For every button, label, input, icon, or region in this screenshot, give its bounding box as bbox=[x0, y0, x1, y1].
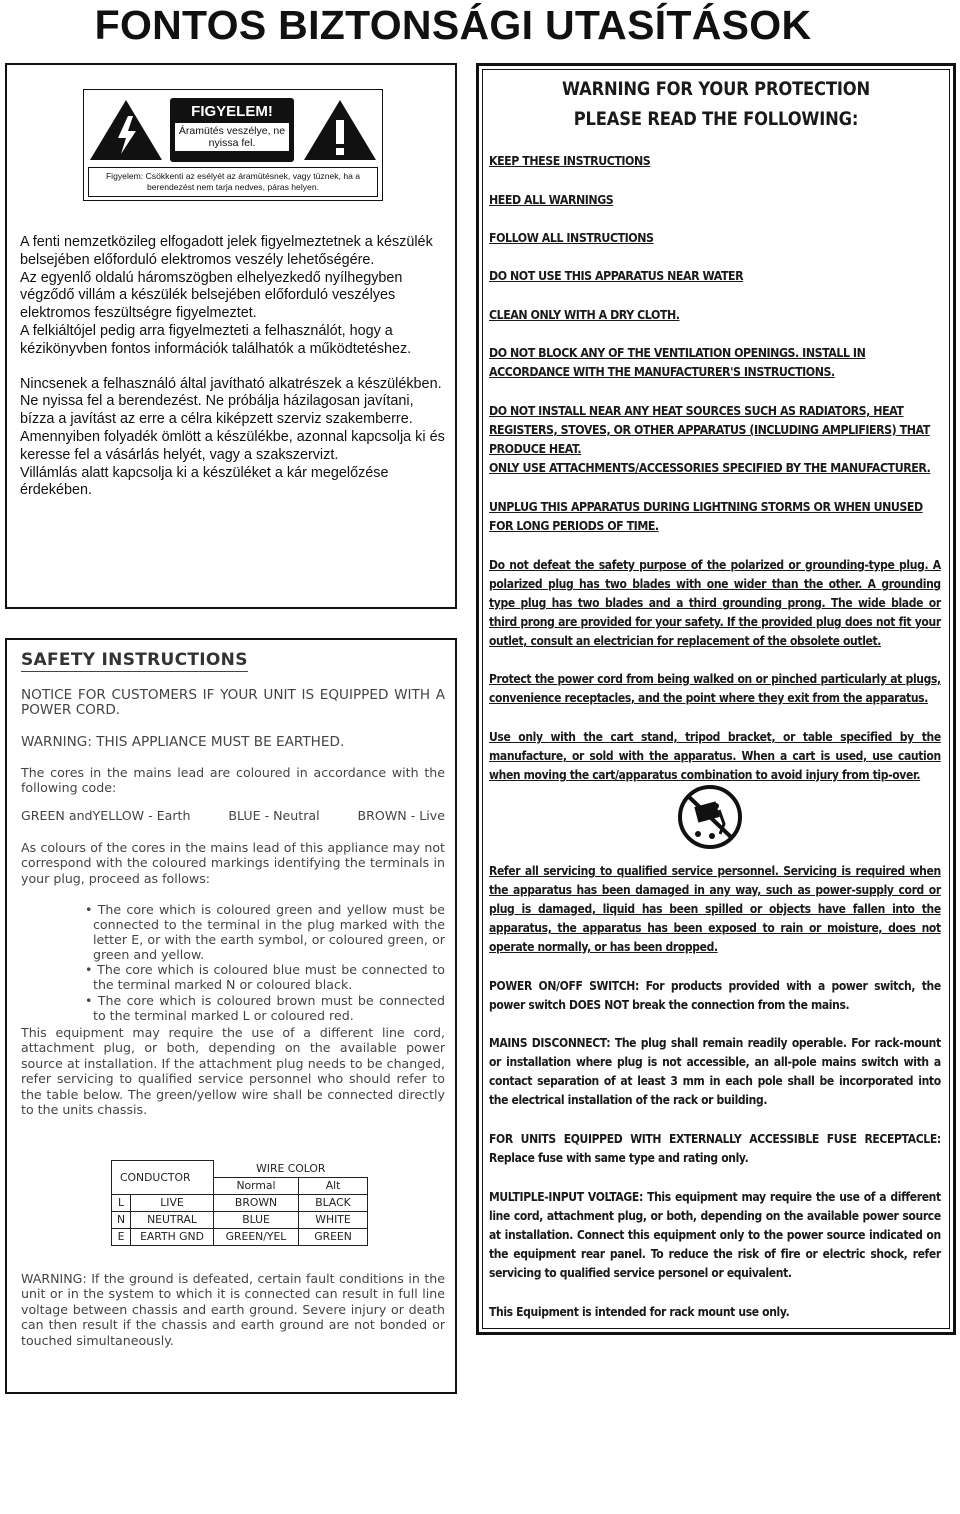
safety-cores: The cores in the mains lead are coloured in accordance with the following code: bbox=[21, 765, 445, 796]
warning-item: DO NOT BLOCK ANY OF THE VENTILATION OPENINGS. INSTALL IN ACCORDANCE WITH THE MANUFACTURER'S INSTRUCTIONS. bbox=[489, 346, 866, 379]
wire-color-table bbox=[111, 1160, 368, 1246]
cell: GREEN/YEL bbox=[214, 1228, 299, 1245]
cell: BROWN bbox=[214, 1194, 299, 1211]
cell: BLACK bbox=[299, 1194, 368, 1211]
hungarian-warning-box bbox=[5, 63, 457, 609]
figyelem-text: Áramütés veszélye, ne nyissa fel. bbox=[175, 123, 289, 151]
english-warning-box bbox=[476, 63, 956, 1335]
warning-item: CLEAN ONLY WITH A DRY CLOTH. bbox=[489, 308, 680, 322]
hu-paragraph: A felkiáltójel pedig arra figyelmezteti a felhasználót, hogy a kézikönyvben fontos információk találhatók a működtetéshez. bbox=[20, 322, 412, 357]
safety-as-colours: As colours of the cores in the mains lead of this appliance may not correspond with the coloured markings identifying the terminals in your plug, proceed as follows: bbox=[21, 840, 445, 886]
warning-item: Protect the power cord from being walked on or pinched particularly at plugs, convenience receptacles, and the point where they exit from the apparatus. bbox=[489, 672, 941, 705]
lightning-warning-icon bbox=[88, 98, 164, 162]
warning-item: ONLY USE ATTACHMENTS/ACCESSORIES SPECIFIED BY THE MANUFACTURER. bbox=[489, 461, 931, 475]
warning-item: POWER ON/OFF SWITCH: For products provided with a power switch, the power switch DOES NOT break the connection from the mains. bbox=[489, 979, 941, 1012]
warning-item: UNPLUG THIS APPARATUS DURING LIGHTNING STORMS OR WHEN UNUSED FOR LONG PERIODS OF TIME. bbox=[489, 500, 923, 533]
cell: EARTH GND bbox=[131, 1228, 214, 1245]
warning-item: MAINS DISCONNECT: The plug shall remain readily operable. For rack-mount or installation where plug is not accessible, an all-pole mains switch with a contact separation of at least 3 mm in each pole shall be incorporated into the electrical installation of the rack or building. bbox=[489, 1036, 941, 1107]
wire-color-header: WIRE COLOR bbox=[214, 1161, 368, 1178]
hungarian-text bbox=[20, 234, 448, 500]
warning-item: Do not defeat the safety purpose of the polarized or grounding-type plug. A polarized plug has two blades with one wider than the other. A grounding type plug has two blades and a third grounding prong. The wide blade or third prong are provided for your safety. If the provided plug does not fit your outlet, consult an electrician for replacement of the obsolete outlet. bbox=[489, 558, 941, 648]
hu-paragraph: Az egyenlő oldalú háromszögben elhelyezkedő nyílhegyben végződő villám a készülék belsejében előforduló veszélyes elektromos feszültségre figyelmeztet. bbox=[20, 269, 403, 322]
warning-item: MULTIPLE-INPUT VOLTAGE: This equipment may require the use of a different line cord, attachment plug, or both, depending on the available power source at installation. Connect this equipment only to the power source indicated on the equipment rear panel. To reduce the risk of fire or electric shock, refer servicing to qualified service personel or equivalent. bbox=[489, 1190, 941, 1280]
bullet-item: • The core which is coloured brown must be connected to the terminal marked L or coloured red. bbox=[85, 992, 445, 1023]
cell: L bbox=[112, 1194, 131, 1211]
figyelem-title: FIGYELEM! bbox=[191, 103, 273, 120]
figyelem-panel bbox=[170, 98, 294, 162]
normal-header: Normal bbox=[214, 1177, 299, 1194]
conductor-header: CONDUCTOR bbox=[112, 1161, 214, 1195]
safety-earthed: WARNING: THIS APPLIANCE MUST BE EARTHED. bbox=[21, 734, 345, 750]
warning-item: DO NOT INSTALL NEAR ANY HEAT SOURCES SUCH AS RADIATORS, HEAT REGISTERS, STOVES, OR OTHER APPARATUS (INCLUDING AMPLIFIERS) THAT PRODUCE HEAT. bbox=[489, 404, 930, 456]
cell: BLUE bbox=[214, 1211, 299, 1228]
bullet-item: • The core which is coloured blue must be connected to the terminal marked N or coloured black. bbox=[85, 962, 445, 993]
hu-paragraph: Nincsenek a felhasználó által javítható alkatrészek a készülékben. Ne nyissa fel a berendezést. Ne próbálja házilagosan javítani, bízza a javítást az erre a célra kiképzett szerviz szakemberre. Amennyiben folyadék ömlött a készülékbe, azonnal kapcsolja ki és keresse fel a vásárlás helyét, vagy a szakszervizt. bbox=[20, 375, 445, 463]
table-row bbox=[112, 1211, 368, 1228]
table-row bbox=[112, 1194, 368, 1211]
warning-title: WARNING FOR YOUR PROTECTION bbox=[562, 78, 870, 100]
cell: GREEN bbox=[299, 1228, 368, 1245]
code-neutral: BLUE - Neutral bbox=[228, 808, 320, 823]
exclamation-warning-icon bbox=[302, 98, 378, 162]
page-title: FONTOS BIZTONSÁGI UTASÍTÁSOK bbox=[94, 2, 812, 48]
safety-heading: SAFETY INSTRUCTIONS bbox=[21, 650, 248, 670]
warning-item: Refer all servicing to qualified service personnel. Servicing is required when the apparatus has been damaged in any way, such as power-supply cord or plug is damaged, liquid has been spilled or objects have fallen into the apparatus, the apparatus has been exposed to rain or moisture, does not operate normally, or has been dropped. bbox=[489, 864, 941, 954]
safety-equipment: This equipment may require the use of a different line cord, attachment plug, or both, depending on the available power source at installation. If the attachment plug needs to be changed, refer servicing to qualified service personnel who should refer to the table below. The green/yellow wire shall be connected directly to the units chassis. bbox=[21, 1025, 445, 1118]
safety-notice: NOTICE FOR CUSTOMERS IF YOUR UNIT IS EQUIPPED WITH A POWER CORD. bbox=[21, 687, 445, 719]
warning-item: KEEP THESE INSTRUCTIONS bbox=[489, 154, 651, 168]
code-live: BROWN - Live bbox=[357, 808, 445, 823]
warning-label bbox=[83, 89, 383, 201]
bullet-item: • The core which is coloured green and yellow must be connected to the terminal in the plug marked with the letter E, or with the earth symbol, or coloured green, or green and yellow. bbox=[85, 902, 445, 963]
warning-subtitle: PLEASE READ THE FOLLOWING: bbox=[573, 108, 859, 130]
colour-code bbox=[21, 808, 445, 823]
warning-item: Use only with the cart stand, tripod bracket, or table specified by the manufacture, or sold with the apparatus. When a cart is used, use caution when moving the cart/apparatus combination to avoid injury from tip-over. bbox=[489, 730, 941, 782]
warning-item: This Equipment is intended for rack mount use only. bbox=[489, 1305, 790, 1319]
safety-instructions-box bbox=[5, 638, 457, 1394]
cart-tip-over-icon bbox=[672, 784, 748, 850]
table-row bbox=[112, 1228, 368, 1245]
code-earth: GREEN andYELLOW - Earth bbox=[21, 808, 191, 823]
cell: N bbox=[112, 1211, 131, 1228]
alt-header: Alt bbox=[299, 1177, 368, 1194]
warning-item: FOLLOW ALL INSTRUCTIONS bbox=[489, 231, 654, 245]
cell: E bbox=[112, 1228, 131, 1245]
safety-ground-warning: WARNING: If the ground is defeated, certain fault conditions in the unit or in the system to which it is connected can result in full line voltage between chassis and earth ground. Severe injury or death can then result if the chassis and earth ground are not bonded or touched simultaneously. bbox=[21, 1271, 445, 1348]
warning-item: DO NOT USE THIS APPARATUS NEAR WATER bbox=[489, 269, 744, 283]
label-caution-text: Figyelem: Csökkenti az esélyét az áramütésnek, vagy tüznek, ha a berendezést nem tarja nedves, páras helyen. bbox=[88, 167, 378, 197]
warning-item: HEED ALL WARNINGS bbox=[489, 193, 614, 207]
hu-paragraph: Villámlás alatt kapcsolja ki a készüléket a kár megelőzése érdekében. bbox=[20, 464, 389, 499]
cell: LIVE bbox=[131, 1194, 214, 1211]
cell: WHITE bbox=[299, 1211, 368, 1228]
safety-bullets bbox=[85, 902, 445, 1023]
warning-item: FOR UNITS EQUIPPED WITH EXTERNALLY ACCESSIBLE FUSE RECEPTACLE: Replace fuse with same type and rating only. bbox=[489, 1132, 941, 1165]
hu-paragraph: A fenti nemzetközileg elfogadott jelek figyelmeztetnek a készülék belsejében előforduló elektromos veszély lehetőségére. bbox=[20, 234, 433, 268]
cell: NEUTRAL bbox=[131, 1211, 214, 1228]
